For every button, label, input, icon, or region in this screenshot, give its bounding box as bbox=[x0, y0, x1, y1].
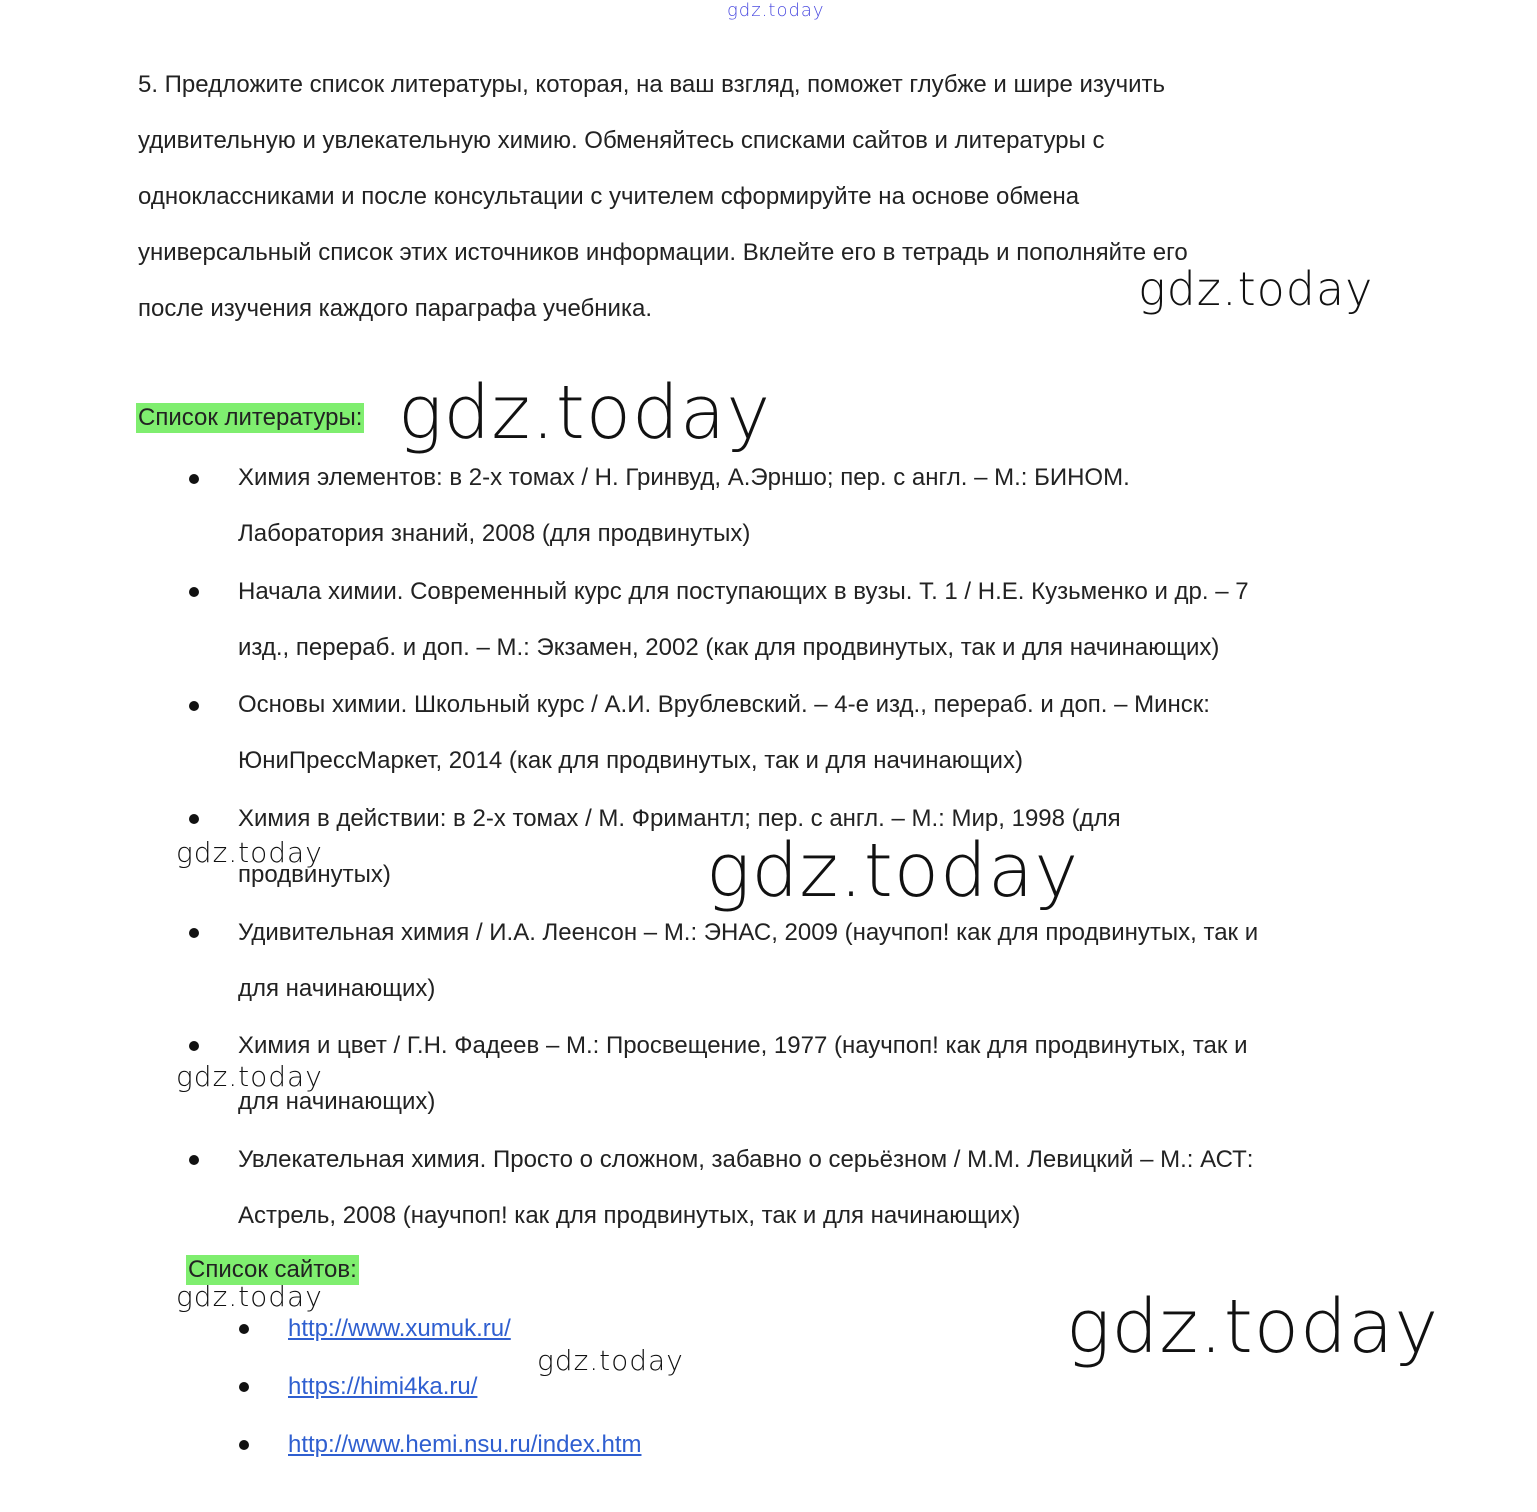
list-item-line: продвинутых) bbox=[238, 861, 391, 888]
list-item-line: изд., перераб. и доп. – М.: Экзамен, 2002 (как для продвинутых, так и для начинающих) bbox=[238, 634, 1220, 661]
watermark: gdz.today bbox=[1066, 1284, 1440, 1370]
bullet-icon bbox=[189, 1155, 199, 1165]
list-item-line: Химия элементов: в 2-х томах / Н. Гринвуд, А.Эрншо; пер. с англ. – М.: БИНОМ. bbox=[238, 464, 1130, 491]
top-watermark: gdz.today bbox=[727, 0, 825, 21]
bullet-icon bbox=[239, 1440, 249, 1450]
bullet-icon bbox=[239, 1324, 249, 1334]
bullet-icon bbox=[189, 928, 199, 938]
list-item-line: Химия и цвет / Г.Н. Фадеев – М.: Просвещение, 1977 (научпоп! как для продвинутых, так и bbox=[238, 1032, 1248, 1059]
watermark: gdz.today bbox=[176, 1060, 323, 1093]
watermark: gdz.today bbox=[176, 836, 323, 869]
watermark: gdz.today bbox=[706, 828, 1080, 914]
site-link-xumuk[interactable]: http://www.xumuk.ru/ bbox=[288, 1315, 511, 1342]
site-link-himi4ka[interactable]: https://himi4ka.ru/ bbox=[288, 1373, 478, 1400]
list-item-line: Астрель, 2008 (научпоп! как для продвинутых, так и для начинающих) bbox=[238, 1202, 1021, 1229]
list-item-line: Химия в действии: в 2-х томах / М. Фримантл; пер. с англ. – М.: Мир, 1998 (для bbox=[238, 805, 1121, 832]
watermark: gdz.today bbox=[1138, 262, 1374, 316]
task-line: удивительную и увлекательную химию. Обменяйтесь списками сайтов и литературы с bbox=[138, 127, 1105, 154]
list-item-line: Удивительная химия / И.А. Леенсон – М.: ЭНАС, 2009 (научпоп! как для продвинутых, так и bbox=[238, 919, 1259, 946]
literature-heading: Список литературы: bbox=[138, 404, 363, 431]
list-item-line: Основы химии. Школьный курс / А.И. Врублевский. – 4-е изд., перераб. и доп. – Минск: bbox=[238, 691, 1210, 718]
task-line: универсальный список этих источников информации. Вклейте его в тетрадь и пополняйте его bbox=[138, 239, 1188, 266]
bullet-icon bbox=[189, 474, 199, 484]
list-item-line: для начинающих) bbox=[238, 975, 436, 1002]
list-item-line: Увлекательная химия. Просто о сложном, забавно о серьёзном / М.М. Левицкий – М.: АСТ: bbox=[238, 1146, 1254, 1173]
watermark: gdz.today bbox=[176, 1280, 323, 1313]
task-line: одноклассниками и после консультации с учителем сформируйте на основе обмена bbox=[138, 183, 1080, 210]
bullet-icon bbox=[239, 1382, 249, 1392]
bullet-icon bbox=[189, 701, 199, 711]
bullet-icon bbox=[189, 1041, 199, 1051]
task-line: 5. Предложите список литературы, которая, на ваш взгляд, поможет глубже и шире изучить bbox=[138, 71, 1166, 98]
task-line: после изучения каждого параграфа учебника. bbox=[138, 295, 652, 322]
list-item-line: Лаборатория знаний, 2008 (для продвинутых) bbox=[238, 520, 751, 547]
list-item-line: Начала химии. Современный курс для поступающих в вузы. Т. 1 / Н.Е. Кузьменко и др. – 7 bbox=[238, 578, 1249, 605]
bullet-icon bbox=[189, 814, 199, 824]
list-item-line: для начинающих) bbox=[238, 1088, 436, 1115]
watermark: gdz.today bbox=[537, 1344, 684, 1377]
bullet-icon bbox=[189, 587, 199, 597]
site-link-hemi-nsu[interactable]: http://www.hemi.nsu.ru/index.htm bbox=[288, 1431, 642, 1458]
watermark: gdz.today bbox=[398, 370, 772, 456]
list-item-line: ЮниПрессМаркет, 2014 (как для продвинутых, так и для начинающих) bbox=[238, 747, 1023, 774]
sites-heading: Список сайтов: bbox=[188, 1256, 357, 1283]
